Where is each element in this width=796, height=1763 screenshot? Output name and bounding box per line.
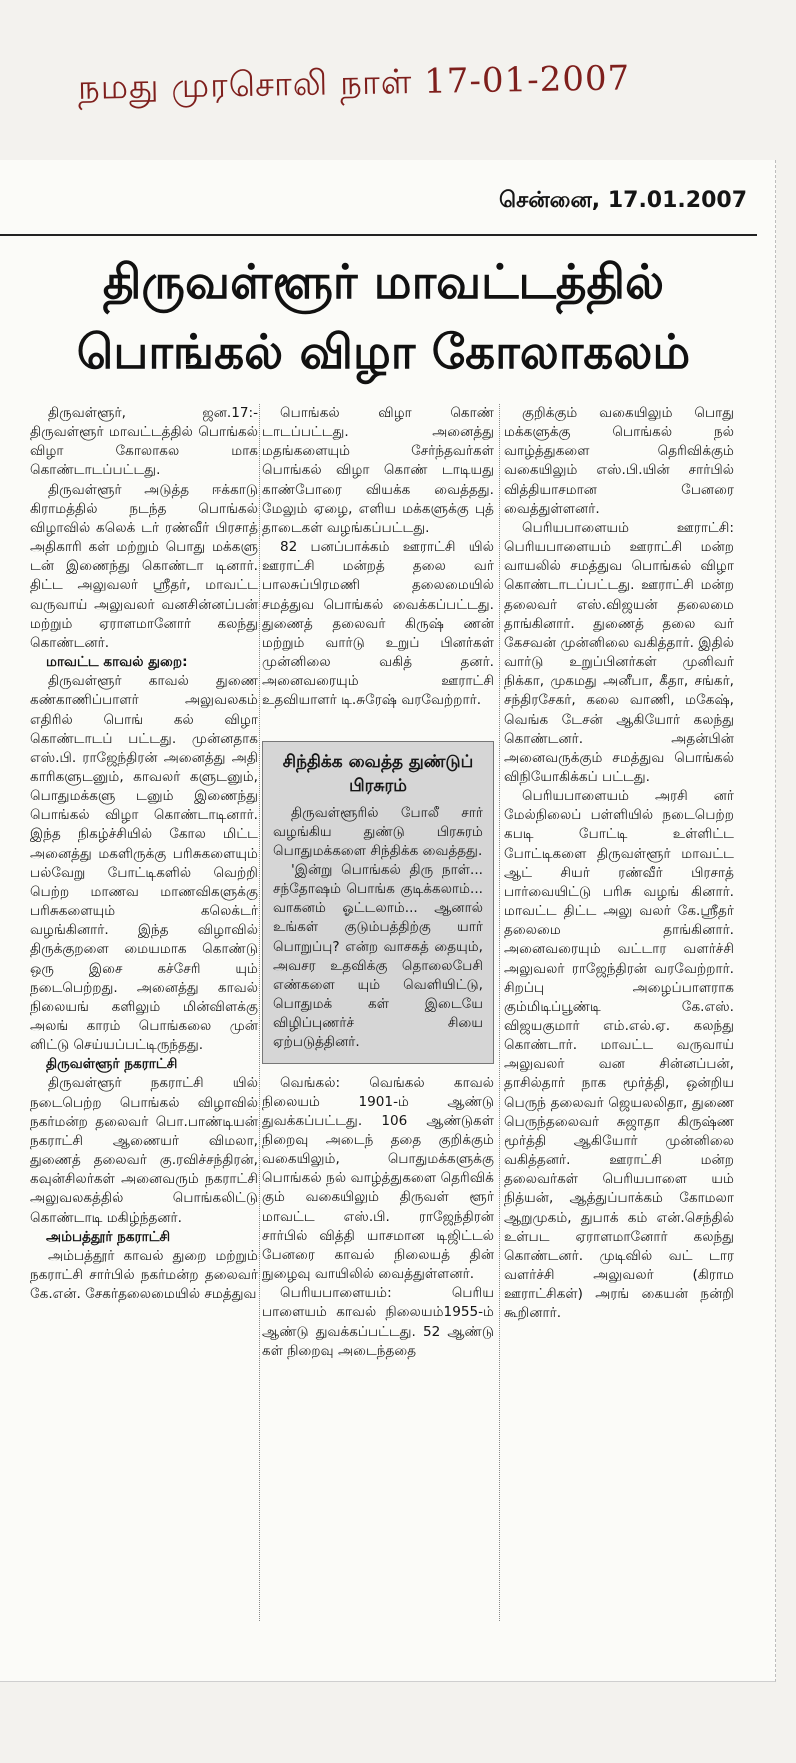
paragraph: திருவள்ளூரில் போலீ சார் வழங்கிய துண்டு பிரசுரம் பொதுமக்களை சிந்திக்க வைத்தது.: [273, 804, 483, 859]
article-column-3: [504, 404, 734, 1681]
subheading: மாவட்ட காவல் துறை:: [46, 654, 188, 671]
dateline: சென்னை, 17.01.2007: [499, 188, 747, 213]
column-divider: [499, 404, 500, 1621]
newspaper-clipping: [0, 160, 776, 1682]
headline-line-2: பொங்கல் விழா கோலாகலம்: [76, 325, 691, 380]
paragraph: வெங்கல்: வெங்கல் காவல் நிலையம் 1901-ம் ஆண்டு துவக்கப்பட்டது. 106 ஆண்டுகள் நிறைவு அடைந் ததை குறிக்கும் வகையிலும், பொதுமக்களுக்கு பொங்கல் நல் வாழ்த்துகளை தெரிவிக் கும் வகையிலும் திருவள் ளூர் மாவட்ட எஸ்.பி. ராஜேந்திரன் சார்பில் வித்தி யாசமான டிஜிட்டல் பேனரை காவல் நிலையத் தின் நுழைவு வாயிலில் வைத்துள்ளனர்.: [262, 1074, 494, 1283]
article-columns: [0, 404, 757, 1681]
subheading: அம்பத்தூர் நகராட்சி: [46, 1228, 171, 1245]
paragraph: திருவள்ளூர் அடுத்த ஈக்காடு கிராமத்தில் நடந்த பொங்கல் விழாவில் கலெக் டர் ரண்வீர் பிரசாத் அதிகாரி கள் மற்றும் பொது மக்களு டன் இணைந்து கொண்டா டினார். திட்ட அலுவலர் ஸ்ரீதர், மாவட்ட வருவாய் அலுவலர் வனசின்னப்பன் மற்றும் ஏராளமானோர் கலந்து கொண்டனர்.: [30, 481, 258, 651]
paragraph: பொங்கல் விழா கொண் டாடப்பட்டது. அனைத்து மதங்களையும் சேர்ந்தவர்கள் பொங்கல் விழா கொண் டாடியது காண்போரை வியக்க வைத்தது. மேலும் ஏழை, எளிய மக்களுக்கு புத் தாடைகள் வழங்கப்பட்டது.: [262, 405, 494, 536]
headline: [10, 248, 757, 388]
paragraph: திருவள்ளூர், ஜன.17:- திருவள்ளூர் மாவட்டத்தில் பொங்கல் விழா கோலாகல மாக கொண்டாடப்பட்டது.: [30, 405, 258, 479]
article-column-2: [262, 404, 494, 1681]
column-divider: [259, 404, 260, 1621]
paragraph: பெரியபாளையம்: பெரிய பாளையம் காவல் நிலையம்1955-ம் ஆண்டு துவக்கப்பட்டது. 52 ஆண்டு கள் நிறைவு அடைந்ததை: [262, 1285, 494, 1359]
paragraph: பெரியபாளையம் அரசி னர் மேல்நிலைப் பள்ளியில் நடைபெற்ற கபடி போட்டி உள்ளிட்ட போட்டிகளை திருவள்ளூர் மாவட்ட ஆட் சியர் ரண்வீர் பிரசாத் பார்வையிட்டு பரிசு வழங் கினார். மாவட்ட திட்ட அலு வலர் கே.ஸ்ரீதர் தலைமை தாங்கினார். அனைவரையும் வட்டார வளர்ச்சி அலுவலர் ராஜேந்திரன் வரவேற்றார். சிறப்பு அழைப்பாளராக கும்மிடிப்பூண்டி கே.எஸ். விஜயகுமார் எம்.எல்.ஏ. கலந்து கொண்டார். மாவட்ட வருவாய் அலுவலர் வன சின்னப்பன், தாசில்தார் நாக மூர்த்தி, ஒன்றிய பெருந் தலைவர் ஜெயலலிதா, துணை பெருந்தலைவர் சுஜாதா கிருஷ்ண மூர்த்தி ஆகியோர் முன்னிலை வகித்தனர். ஊராட்சி மன்ற தலைவர்கள் பெரியபாளை யம் நித்யன், ஆத்துப்பாக்கம் கோமலா ஆறுமுகம், துபாக் கம் என்.செந்தில் உள்பட ஏராளமானோர் கலந்து கொண்டனர். முடிவில் வட் டார வளர்ச்சி அலுவலர் (கிராம ஊராட்சிகள்) அரங் கையன் நன்றி கூறினார்.: [504, 788, 734, 1322]
handwritten-source-note: நமது முரசொலி நாள் 17-01-2007: [77, 58, 631, 108]
paragraph: அம்பத்தூர் காவல் துறை மற்றும் நகராட்சி சார்பில் நகர்மன்ற தலைவர் கே.என். சேகர்தலைமையில் சமத்துவ: [30, 1247, 258, 1303]
headline-line-1: திருவள்ளூர் மாவட்டத்தில்: [102, 255, 665, 310]
sidebar-box-title: சிந்திக்க வைத்த துண்டுப் பிரசுரம்: [282, 751, 474, 796]
paragraph: பெரியபாளையம் ஊராட்சி: பெரியபாளையம் ஊராட்சி மன்ற வாயலில் சமத்துவ பொங்கல் விழா கொண்டாடப்பட்டது. ஊராட்சி மன்ற தலைவர் எஸ்.விஜயன் தலைமை தாங்கினார். துணைத் தலை வர் கேசவன் முன்னிலை வகித்தார். இதில் வார்டு உறுப்பினர்கள் முனிவர் நிக்கா, முகமது அனீபா, கீதா, சங்கர், சந்திரசேகர், கலை வாணி, மகேஷ், வெங்க டேசன் ஆகியோர் கலந்து கொண்டனர். அதன்பின் அனைவருக்கும் சமத்துவ பொங்கல் விநியோகிக்கப் பட்டது.: [504, 519, 734, 785]
header-rule: [0, 234, 757, 236]
paragraph: 'இன்று பொங்கல் திரு நாள்... சந்தோஷம் பொங்க குடிக்கலாம்... வாகனம் ஓட்டலாம்... ஆனால் உங்கள் குடும்பத்திற்கு யார் பொறுப்பு? என்ற வாசகத் தையும், அவசர உதவிக்கு தொலைபேசி எண்களை யும் வெளியிட்டு, பொதுமக் கள் இடையே விழிப்புணர்ச் சியை ஏற்படுத்தினர்.: [273, 861, 483, 1051]
paragraph: 82 பனப்பாக்கம் ஊராட்சி யில் ஊராட்சி மன்றத் தலை வர் பாலசுப்பிரமணி தலைமையில் சமத்துவ பொங்கல் வைக்கப்பட்டது. துணைத் தலைவர் கிருஷ் ணன் மற்றும் வார்டு உறுப் பினர்கள் முன்னிலை வகித் தனர். அனைவரையும் ஊராட்சி உதவியாளர் டி.சுரேஷ் வரவேற்றார்.: [262, 539, 494, 709]
subheading: திருவள்ளூர் நகராட்சி: [46, 1056, 178, 1073]
article-column-1: [30, 404, 258, 1681]
paragraph: திருவள்ளூர் நகராட்சி யில் நடைபெற்ற பொங்கல் விழாவில் நகர்மன்ற தலைவர் பொ.பாண்டியன் நகராட்சி ஆணையர் விமலா, துணைத் தலைவர் கு.ரவிச்சந்திரன், கவுன்சிலர்கள் அனைவரும் நகராட்சி அலுவலகத்தில் பொங்கலிட்டு கொண்டாடி மகிழ்ந்தனர்.: [30, 1075, 258, 1226]
paragraph: திருவள்ளூர் காவல் துணை கண்காணிப்பாளர் அலுவலகம் எதிரில் பொங் கல் விழா கொண்டாடப் பட்டது. முன்னதாக எஸ்.பி. ராஜேந்திரன் அனைத்து அதி காரிகளுடனும், காவலர் களுடனும், பொதுமக்களு டனும் இணைந்து பொங்கல் விழா கொண்டாடினார். இந்த நிகழ்ச்சியில் கோல மிட்ட அனைத்து மகளிருக்கு பரிசுகளையும் பல்வேறு போட்டிகளில் வெற்றி பெற்ற மாணவ மாணவிகளுக்கு பரிசுகளையும் கலெக்டர் வழங்கினார். இந்த விழாவில் திருக்குறளை மையமாக கொண்டு ஒரு இசை கச்சேரி யும் நடைபெற்றது. அனைத்து காவல் நிலையங் களிலும் மின்விளக்கு அலங் காரம் பொங்கலை முன் னிட்டு செய்யப்பட்டிருந்தது.: [30, 673, 258, 1054]
sidebar-box: [262, 741, 494, 1064]
paragraph: குறிக்கும் வகையிலும் பொது மக்களுக்கு பொங்கல் நல் வாழ்த்துகளை தெரிவிக்கும் வகையிலும் எஸ்.பி.யின் சார்பில் வித்தியாசமான பேனரை வைத்துள்ளனர்.: [504, 405, 734, 517]
